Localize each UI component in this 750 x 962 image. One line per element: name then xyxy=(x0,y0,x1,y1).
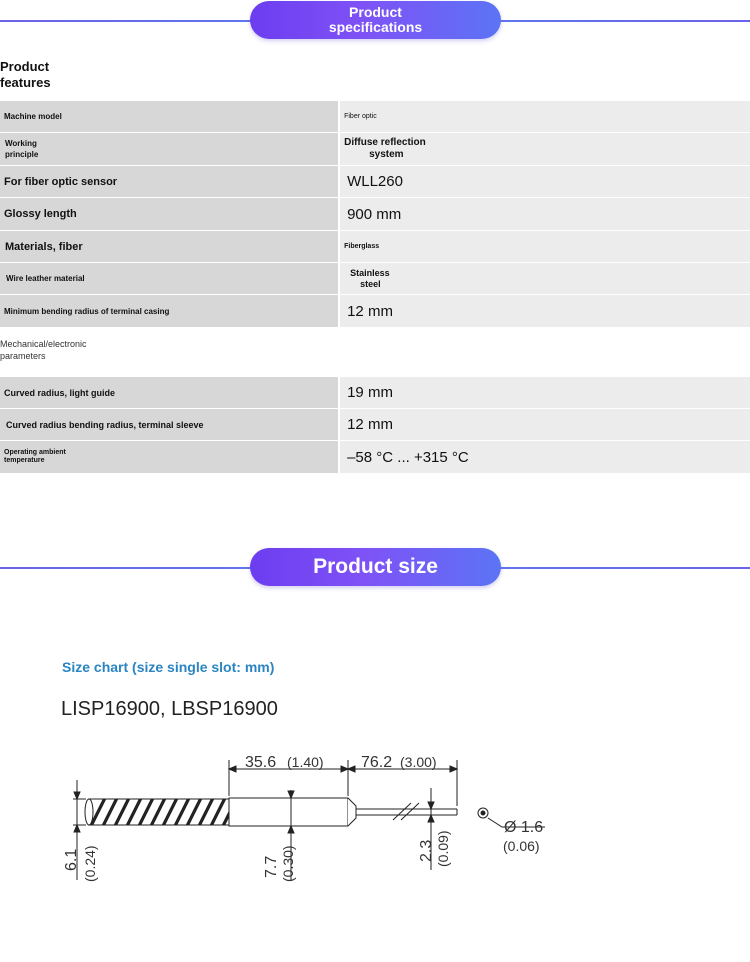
table-row xyxy=(0,101,750,132)
row-label: Curved radius, light guide xyxy=(0,377,338,408)
mechanical-parameters-label: Mechanical/electronic parameters xyxy=(0,339,87,361)
table-row xyxy=(0,263,750,294)
row-label: Operating ambient temperature xyxy=(0,441,338,473)
row-label: Working principle xyxy=(0,133,338,165)
header-title-line1: Product xyxy=(349,4,402,20)
row-value: 19 mm xyxy=(340,377,750,408)
table-row xyxy=(0,231,750,262)
product-features-label: Product features xyxy=(0,59,51,90)
row-label: For fiber optic sensor xyxy=(0,166,338,197)
dim-tip-in: (3.00) xyxy=(400,754,437,770)
dimension-drawing xyxy=(55,740,555,890)
table-row xyxy=(0,409,750,440)
row-value: 12 mm xyxy=(340,409,750,440)
break-marks xyxy=(393,803,419,820)
size-chart-title: Size chart (size single slot: mm) xyxy=(62,659,275,675)
row-label: Curved radius bending radius, terminal sleeve xyxy=(0,409,338,440)
row-label: Materials, fiber xyxy=(0,231,338,262)
table-row xyxy=(0,133,750,165)
tip xyxy=(356,809,457,815)
sleeve-taper xyxy=(348,798,356,826)
dim-tip-dia-in: (0.09) xyxy=(435,830,451,867)
dim-cable-mm: 6.1 xyxy=(63,848,80,871)
table-row xyxy=(0,198,750,230)
header-pill: Product size xyxy=(250,548,501,586)
row-label: Wire leather material xyxy=(0,263,338,294)
dim-cable-in: (0.24) xyxy=(82,845,98,882)
dim-sleeve-mm: 35.6 xyxy=(245,754,277,771)
dim-sleeve-dia-mm: 7.7 xyxy=(263,855,280,878)
dim-tip-mm: 76.2 xyxy=(361,754,393,771)
row-label: Glossy length xyxy=(0,198,338,230)
dim-fiber-in: (0.06) xyxy=(503,838,540,854)
row-value: Diffuse reflection system xyxy=(340,133,750,165)
row-label: Minimum bending radius of terminal casing xyxy=(0,295,338,327)
row-value: 12 mm xyxy=(340,295,750,327)
dim-sleeve-dia-in: (0.30) xyxy=(280,845,296,882)
header-pill xyxy=(250,1,501,39)
dim-fiber-mm: Ø 1.6 xyxy=(504,819,544,836)
dim-tip-dia-mm: 2.3 xyxy=(418,839,435,862)
cable-spiral xyxy=(91,798,237,826)
product-specifications-header xyxy=(0,0,750,40)
row-value: 900 mm xyxy=(340,198,750,230)
model-numbers: LISP16900, LBSP16900 xyxy=(61,698,278,720)
row-value: Stainless steel xyxy=(340,263,750,294)
row-label: Machine model xyxy=(0,101,338,132)
table-row xyxy=(0,295,750,327)
table-row xyxy=(0,441,750,473)
table-row xyxy=(0,377,750,408)
header-title-line2: specifications xyxy=(328,19,423,35)
row-value: Fiberglass xyxy=(340,231,750,262)
row-value: WLL260 xyxy=(340,166,750,197)
sleeve xyxy=(229,798,348,826)
product-size-header xyxy=(0,547,750,587)
row-value: –58 °C ... +315 °C xyxy=(340,441,750,473)
row-value: Fiber optic xyxy=(340,101,750,132)
table-row xyxy=(0,166,750,197)
dim-sleeve-in: (1.40) xyxy=(287,754,324,770)
